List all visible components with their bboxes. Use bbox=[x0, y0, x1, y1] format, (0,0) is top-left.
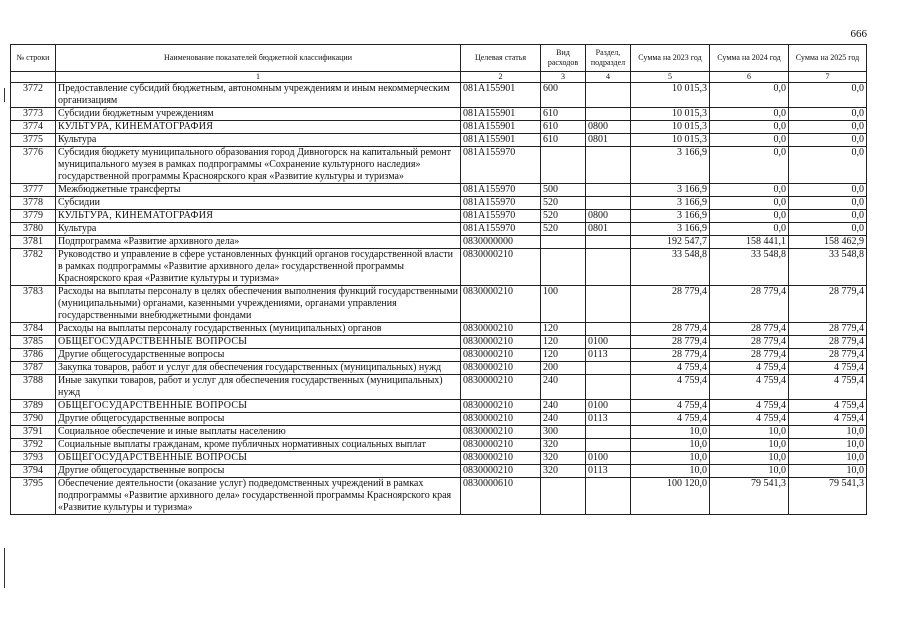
row-expense-type: 320 bbox=[541, 465, 586, 478]
row-section bbox=[586, 197, 631, 210]
row-number: 3777 bbox=[11, 184, 56, 197]
row-expense-type: 520 bbox=[541, 197, 586, 210]
row-name: ОБЩЕГОСУДАРСТВЕННЫЕ ВОПРОСЫ bbox=[56, 336, 461, 349]
row-target-article: 0830000210 bbox=[461, 452, 541, 465]
row-target-article: 081А155970 bbox=[461, 184, 541, 197]
table-row bbox=[11, 147, 867, 184]
row-sum-2025: 28 779,4 bbox=[789, 349, 867, 362]
table-row bbox=[11, 452, 867, 465]
row-section: 0800 bbox=[586, 121, 631, 134]
row-name: Обеспечение деятельности (оказание услуг) подведомственных учреждений в рамках подпрограммы «Развитие архивного дела» государственной программы Красноярского края «Развитие культуры и туризма» bbox=[56, 478, 461, 515]
row-number: 3792 bbox=[11, 439, 56, 452]
row-expense-type bbox=[541, 147, 586, 184]
row-sum-2023: 28 779,4 bbox=[631, 336, 710, 349]
row-sum-2023: 33 548,8 bbox=[631, 249, 710, 286]
table-row bbox=[11, 108, 867, 121]
row-expense-type: 600 bbox=[541, 83, 586, 108]
row-name: Другие общегосударственные вопросы bbox=[56, 349, 461, 362]
row-sum-2023: 3 166,9 bbox=[631, 210, 710, 223]
row-sum-2024: 158 441,1 bbox=[710, 236, 789, 249]
row-number: 3779 bbox=[11, 210, 56, 223]
table-row bbox=[11, 465, 867, 478]
row-target-article: 0830000210 bbox=[461, 286, 541, 323]
row-number: 3795 bbox=[11, 478, 56, 515]
row-sum-2024: 10,0 bbox=[710, 465, 789, 478]
column-number bbox=[11, 72, 56, 83]
row-sum-2024: 0,0 bbox=[710, 121, 789, 134]
row-number: 3787 bbox=[11, 362, 56, 375]
row-section bbox=[586, 147, 631, 184]
row-sum-2023: 10 015,3 bbox=[631, 134, 710, 147]
row-sum-2023: 4 759,4 bbox=[631, 413, 710, 426]
row-sum-2024: 4 759,4 bbox=[710, 400, 789, 413]
row-sum-2025: 0,0 bbox=[789, 223, 867, 236]
row-target-article: 0830000610 bbox=[461, 478, 541, 515]
table-row bbox=[11, 83, 867, 108]
row-section: 0113 bbox=[586, 413, 631, 426]
row-sum-2024: 28 779,4 bbox=[710, 286, 789, 323]
table-row bbox=[11, 223, 867, 236]
row-target-article: 081А155970 bbox=[461, 210, 541, 223]
row-number: 3791 bbox=[11, 426, 56, 439]
row-sum-2025: 4 759,4 bbox=[789, 375, 867, 400]
row-sum-2025: 0,0 bbox=[789, 184, 867, 197]
row-target-article: 0830000210 bbox=[461, 249, 541, 286]
row-sum-2023: 4 759,4 bbox=[631, 362, 710, 375]
row-sum-2024: 0,0 bbox=[710, 108, 789, 121]
row-name: КУЛЬТУРА, КИНЕМАТОГРАФИЯ bbox=[56, 121, 461, 134]
row-sum-2023: 10 015,3 bbox=[631, 121, 710, 134]
row-name: Культура bbox=[56, 223, 461, 236]
row-number: 3794 bbox=[11, 465, 56, 478]
row-expense-type: 610 bbox=[541, 108, 586, 121]
table-row bbox=[11, 197, 867, 210]
row-number: 3776 bbox=[11, 147, 56, 184]
row-number: 3780 bbox=[11, 223, 56, 236]
row-target-article: 081А155901 bbox=[461, 83, 541, 108]
row-number: 3793 bbox=[11, 452, 56, 465]
row-sum-2023: 3 166,9 bbox=[631, 223, 710, 236]
header-code: Целевая статья bbox=[461, 45, 541, 72]
row-sum-2023: 28 779,4 bbox=[631, 349, 710, 362]
table-row bbox=[11, 349, 867, 362]
row-sum-2025: 10,0 bbox=[789, 465, 867, 478]
row-name: Закупка товаров, работ и услуг для обеспечения государственных (муниципальных) нужд bbox=[56, 362, 461, 375]
row-expense-type bbox=[541, 236, 586, 249]
row-sum-2025: 0,0 bbox=[789, 108, 867, 121]
row-expense-type bbox=[541, 249, 586, 286]
row-sum-2024: 4 759,4 bbox=[710, 413, 789, 426]
row-sum-2025: 28 779,4 bbox=[789, 286, 867, 323]
table-row bbox=[11, 134, 867, 147]
row-sum-2024: 4 759,4 bbox=[710, 362, 789, 375]
row-sum-2023: 10 015,3 bbox=[631, 83, 710, 108]
row-expense-type bbox=[541, 478, 586, 515]
row-number: 3775 bbox=[11, 134, 56, 147]
row-sum-2024: 0,0 bbox=[710, 184, 789, 197]
row-sum-2025: 10,0 bbox=[789, 426, 867, 439]
row-expense-type: 120 bbox=[541, 323, 586, 336]
row-sum-2025: 0,0 bbox=[789, 197, 867, 210]
margin-mark-bottom bbox=[4, 548, 5, 588]
row-sum-2024: 79 541,3 bbox=[710, 478, 789, 515]
row-sum-2023: 3 166,9 bbox=[631, 147, 710, 184]
row-name: Расходы на выплаты персоналу государственных (муниципальных) органов bbox=[56, 323, 461, 336]
row-sum-2025: 4 759,4 bbox=[789, 362, 867, 375]
row-target-article: 081А155970 bbox=[461, 223, 541, 236]
row-number: 3786 bbox=[11, 349, 56, 362]
row-sum-2024: 28 779,4 bbox=[710, 349, 789, 362]
row-name: Субсидии bbox=[56, 197, 461, 210]
row-sum-2025: 158 462,9 bbox=[789, 236, 867, 249]
row-number: 3773 bbox=[11, 108, 56, 121]
row-section bbox=[586, 184, 631, 197]
row-sum-2025: 79 541,3 bbox=[789, 478, 867, 515]
row-sum-2024: 33 548,8 bbox=[710, 249, 789, 286]
row-section: 0801 bbox=[586, 223, 631, 236]
row-sum-2025: 33 548,8 bbox=[789, 249, 867, 286]
table-row bbox=[11, 236, 867, 249]
header-num: № строки bbox=[11, 45, 56, 72]
row-number: 3789 bbox=[11, 400, 56, 413]
row-sum-2023: 10,0 bbox=[631, 452, 710, 465]
row-section: 0113 bbox=[586, 349, 631, 362]
table-row bbox=[11, 362, 867, 375]
row-name: Расходы на выплаты персоналу в целях обеспечения выполнения функций государственными (муниципальными) органами, казенными учреждениями, органами управления государственными внебюджетными фондами bbox=[56, 286, 461, 323]
row-sum-2023: 4 759,4 bbox=[631, 400, 710, 413]
row-number: 3788 bbox=[11, 375, 56, 400]
row-expense-type: 120 bbox=[541, 349, 586, 362]
row-expense-type: 300 bbox=[541, 426, 586, 439]
row-sum-2023: 192 547,7 bbox=[631, 236, 710, 249]
row-sum-2024: 0,0 bbox=[710, 134, 789, 147]
row-name: КУЛЬТУРА, КИНЕМАТОГРАФИЯ bbox=[56, 210, 461, 223]
row-target-article: 0830000210 bbox=[461, 375, 541, 400]
table-row bbox=[11, 413, 867, 426]
row-target-article: 081А155901 bbox=[461, 108, 541, 121]
row-name: Социальные выплаты гражданам, кроме публичных нормативных социальных выплат bbox=[56, 439, 461, 452]
row-section bbox=[586, 375, 631, 400]
column-number: 7 bbox=[789, 72, 867, 83]
row-target-article: 081А155970 bbox=[461, 147, 541, 184]
row-section: 0113 bbox=[586, 465, 631, 478]
header-razd: Раздел, подраздел bbox=[586, 45, 631, 72]
row-target-article: 0830000000 bbox=[461, 236, 541, 249]
page-number: 666 bbox=[850, 28, 867, 40]
row-section bbox=[586, 286, 631, 323]
row-number: 3781 bbox=[11, 236, 56, 249]
row-expense-type: 240 bbox=[541, 400, 586, 413]
row-sum-2024: 0,0 bbox=[710, 223, 789, 236]
row-sum-2023: 3 166,9 bbox=[631, 184, 710, 197]
row-name: Руководство и управление в сфере установленных функций органов государственной власти в рамках подпрограммы «Развитие архивного дела» государственной программы Красноярского края «Развитие культуры и туризма» bbox=[56, 249, 461, 286]
row-section bbox=[586, 323, 631, 336]
row-sum-2024: 10,0 bbox=[710, 452, 789, 465]
row-number: 3782 bbox=[11, 249, 56, 286]
row-name: Иные закупки товаров, работ и услуг для обеспечения государственных (муниципальных) нужд bbox=[56, 375, 461, 400]
row-sum-2025: 10,0 bbox=[789, 439, 867, 452]
row-sum-2024: 4 759,4 bbox=[710, 375, 789, 400]
row-name: Культура bbox=[56, 134, 461, 147]
row-name: Предоставление субсидий бюджетным, автономным учреждениям и иным некоммерческим организациям bbox=[56, 83, 461, 108]
row-target-article: 0830000210 bbox=[461, 400, 541, 413]
table-row bbox=[11, 400, 867, 413]
row-number: 3784 bbox=[11, 323, 56, 336]
row-sum-2025: 4 759,4 bbox=[789, 413, 867, 426]
row-target-article: 0830000210 bbox=[461, 439, 541, 452]
row-section: 0100 bbox=[586, 452, 631, 465]
row-sum-2025: 0,0 bbox=[789, 210, 867, 223]
row-section bbox=[586, 439, 631, 452]
table-row bbox=[11, 184, 867, 197]
row-target-article: 0830000210 bbox=[461, 465, 541, 478]
header-sum-2025: Сумма на 2025 год bbox=[789, 45, 867, 72]
row-section bbox=[586, 478, 631, 515]
column-number-row bbox=[11, 72, 867, 83]
table-row bbox=[11, 439, 867, 452]
row-number: 3785 bbox=[11, 336, 56, 349]
column-number: 1 bbox=[56, 72, 461, 83]
table-row bbox=[11, 375, 867, 400]
row-name: ОБЩЕГОСУДАРСТВЕННЫЕ ВОПРОСЫ bbox=[56, 400, 461, 413]
table-row bbox=[11, 286, 867, 323]
row-section: 0801 bbox=[586, 134, 631, 147]
header-sum-2023: Сумма на 2023 год bbox=[631, 45, 710, 72]
row-sum-2024: 0,0 bbox=[710, 197, 789, 210]
row-sum-2025: 28 779,4 bbox=[789, 336, 867, 349]
row-number: 3772 bbox=[11, 83, 56, 108]
row-number: 3778 bbox=[11, 197, 56, 210]
row-expense-type: 610 bbox=[541, 134, 586, 147]
budget-table bbox=[10, 44, 867, 515]
row-sum-2024: 0,0 bbox=[710, 210, 789, 223]
table-row bbox=[11, 426, 867, 439]
row-name: Субсидия бюджету муниципального образования город Дивногорск на капитальный ремонт муниципального музея в рамках подпрограммы «Сохранение культурного наследия» государственной программы Красноярского края «Развитие культуры и туризма» bbox=[56, 147, 461, 184]
row-sum-2023: 10,0 bbox=[631, 439, 710, 452]
margin-mark-top bbox=[4, 88, 5, 102]
column-number: 5 bbox=[631, 72, 710, 83]
row-target-article: 0830000210 bbox=[461, 349, 541, 362]
row-sum-2023: 3 166,9 bbox=[631, 197, 710, 210]
row-section bbox=[586, 426, 631, 439]
row-target-article: 0830000210 bbox=[461, 362, 541, 375]
header-name: Наименование показателей бюджетной классификации bbox=[56, 45, 461, 72]
row-sum-2023: 28 779,4 bbox=[631, 286, 710, 323]
row-sum-2023: 28 779,4 bbox=[631, 323, 710, 336]
row-expense-type: 100 bbox=[541, 286, 586, 323]
row-sum-2024: 0,0 bbox=[710, 147, 789, 184]
row-sum-2025: 10,0 bbox=[789, 452, 867, 465]
row-sum-2025: 0,0 bbox=[789, 83, 867, 108]
row-expense-type: 520 bbox=[541, 223, 586, 236]
row-section: 0800 bbox=[586, 210, 631, 223]
row-sum-2025: 0,0 bbox=[789, 134, 867, 147]
row-target-article: 0830000210 bbox=[461, 413, 541, 426]
row-sum-2023: 100 120,0 bbox=[631, 478, 710, 515]
row-section: 0100 bbox=[586, 336, 631, 349]
row-expense-type: 320 bbox=[541, 452, 586, 465]
row-number: 3790 bbox=[11, 413, 56, 426]
header-sum-2024: Сумма на 2024 год bbox=[710, 45, 789, 72]
table-row bbox=[11, 210, 867, 223]
column-number: 3 bbox=[541, 72, 586, 83]
column-number: 4 bbox=[586, 72, 631, 83]
row-section bbox=[586, 108, 631, 121]
row-name: Другие общегосударственные вопросы bbox=[56, 465, 461, 478]
row-number: 3783 bbox=[11, 286, 56, 323]
row-target-article: 0830000210 bbox=[461, 336, 541, 349]
table-body bbox=[11, 83, 867, 515]
row-target-article: 081А155970 bbox=[461, 197, 541, 210]
row-sum-2025: 4 759,4 bbox=[789, 400, 867, 413]
row-sum-2024: 28 779,4 bbox=[710, 323, 789, 336]
row-section bbox=[586, 362, 631, 375]
row-sum-2023: 4 759,4 bbox=[631, 375, 710, 400]
row-sum-2024: 0,0 bbox=[710, 83, 789, 108]
row-expense-type: 610 bbox=[541, 121, 586, 134]
row-sum-2025: 28 779,4 bbox=[789, 323, 867, 336]
table-row bbox=[11, 121, 867, 134]
row-target-article: 0830000210 bbox=[461, 426, 541, 439]
row-expense-type: 520 bbox=[541, 210, 586, 223]
row-name: Другие общегосударственные вопросы bbox=[56, 413, 461, 426]
row-expense-type: 320 bbox=[541, 439, 586, 452]
row-sum-2023: 10 015,3 bbox=[631, 108, 710, 121]
row-expense-type: 240 bbox=[541, 375, 586, 400]
header-row bbox=[11, 45, 867, 72]
row-name: Субсидии бюджетным учреждениям bbox=[56, 108, 461, 121]
row-name: ОБЩЕГОСУДАРСТВЕННЫЕ ВОПРОСЫ bbox=[56, 452, 461, 465]
header-vid: Вид расходов bbox=[541, 45, 586, 72]
table-row bbox=[11, 249, 867, 286]
table-row bbox=[11, 478, 867, 515]
row-sum-2024: 10,0 bbox=[710, 426, 789, 439]
row-name: Социальное обеспечение и иные выплаты населению bbox=[56, 426, 461, 439]
row-sum-2024: 10,0 bbox=[710, 439, 789, 452]
table-row bbox=[11, 323, 867, 336]
row-sum-2025: 0,0 bbox=[789, 147, 867, 184]
row-expense-type: 240 bbox=[541, 413, 586, 426]
table-row bbox=[11, 336, 867, 349]
row-sum-2023: 10,0 bbox=[631, 465, 710, 478]
row-section bbox=[586, 249, 631, 286]
row-name: Подпрограмма «Развитие архивного дела» bbox=[56, 236, 461, 249]
row-name: Межбюджетные трансферты bbox=[56, 184, 461, 197]
row-target-article: 081А155901 bbox=[461, 134, 541, 147]
column-number: 2 bbox=[461, 72, 541, 83]
row-target-article: 0830000210 bbox=[461, 323, 541, 336]
row-section bbox=[586, 83, 631, 108]
row-expense-type: 500 bbox=[541, 184, 586, 197]
row-sum-2023: 10,0 bbox=[631, 426, 710, 439]
row-target-article: 081А155901 bbox=[461, 121, 541, 134]
row-expense-type: 200 bbox=[541, 362, 586, 375]
row-sum-2024: 28 779,4 bbox=[710, 336, 789, 349]
column-number: 6 bbox=[710, 72, 789, 83]
row-expense-type: 120 bbox=[541, 336, 586, 349]
row-sum-2025: 0,0 bbox=[789, 121, 867, 134]
row-number: 3774 bbox=[11, 121, 56, 134]
row-section bbox=[586, 236, 631, 249]
row-section: 0100 bbox=[586, 400, 631, 413]
